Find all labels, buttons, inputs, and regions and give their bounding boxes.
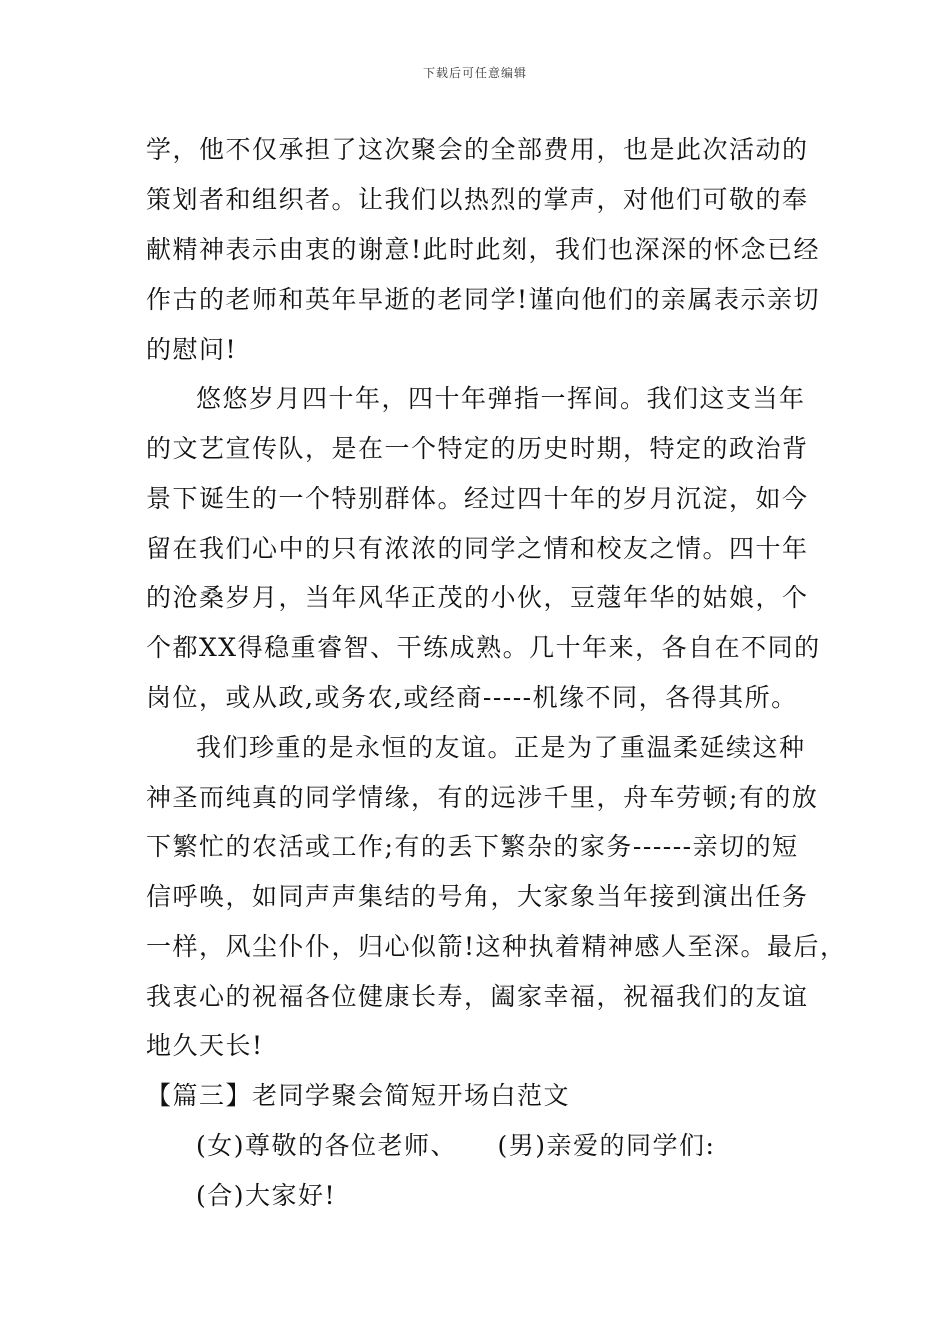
- text-line: (女)尊敬的各位老师、 (男)亲爱的同学们:: [196, 1131, 716, 1160]
- text-line: 作古的老师和英年早逝的老同学!谨向他们的亲属表示亲切: [146, 285, 821, 314]
- text-line: 的沧桑岁月，当年风华正茂的小伙，豆蔻年华的姑娘，个: [146, 583, 809, 612]
- text-line: 岗位，或从政,或务农,或经商-----机缘不同，各得其所。: [146, 683, 798, 712]
- text-line: (合)大家好!: [196, 1181, 337, 1210]
- paragraph-first-line: 悠悠岁月四十年，四十年弹指一挥间。我们这支当年: [196, 384, 806, 413]
- text-line: 献精神表示由衷的谢意!此时此刻，我们也深深的怀念已经: [146, 235, 821, 264]
- text-line: 个都XX得稳重睿智、干练成熟。几十年来，各自在不同的: [146, 633, 821, 662]
- section-heading: 【篇三】老同学聚会简短开场白范文: [146, 1081, 571, 1110]
- text-line: 策划者和组织者。让我们以热烈的掌声，对他们可敬的奉: [146, 185, 809, 214]
- text-line: 神圣而纯真的同学情缘，有的远涉千里，舟车劳顿;有的放: [146, 783, 819, 812]
- page-header: 下载后可任意编辑: [422, 66, 527, 80]
- paragraph-first-line: 我们珍重的是永恒的友谊。正是为了重温柔延续这种: [196, 733, 806, 762]
- text-line: 景下诞生的一个特别群体。经过四十年的岁月沉淀，如今: [146, 484, 809, 513]
- text-line: 学，他不仅承担了这次聚会的全部费用，也是此次活动的: [146, 135, 809, 164]
- text-line: 一样，风尘仆仆，归心似箭!这种执着精神感人至深。最后，: [146, 932, 847, 961]
- text-line: 的慰问!: [146, 335, 238, 364]
- text-line: 信呼唤，如同声声集结的号角，大家象当年接到演出任务: [146, 882, 809, 911]
- text-line: 我衷心的祝福各位健康长寿，阖家幸福，祝福我们的友谊: [146, 982, 809, 1011]
- text-line: 留在我们心中的只有浓浓的同学之情和校友之情。四十年: [146, 534, 809, 563]
- text-line: 地久天长!: [146, 1031, 264, 1060]
- text-line: 的文艺宣传队，是在一个特定的历史时期，特定的政治背: [146, 434, 809, 463]
- text-line: 下繁忙的农活或工作;有的丢下繁杂的家务------亲切的短: [146, 832, 799, 861]
